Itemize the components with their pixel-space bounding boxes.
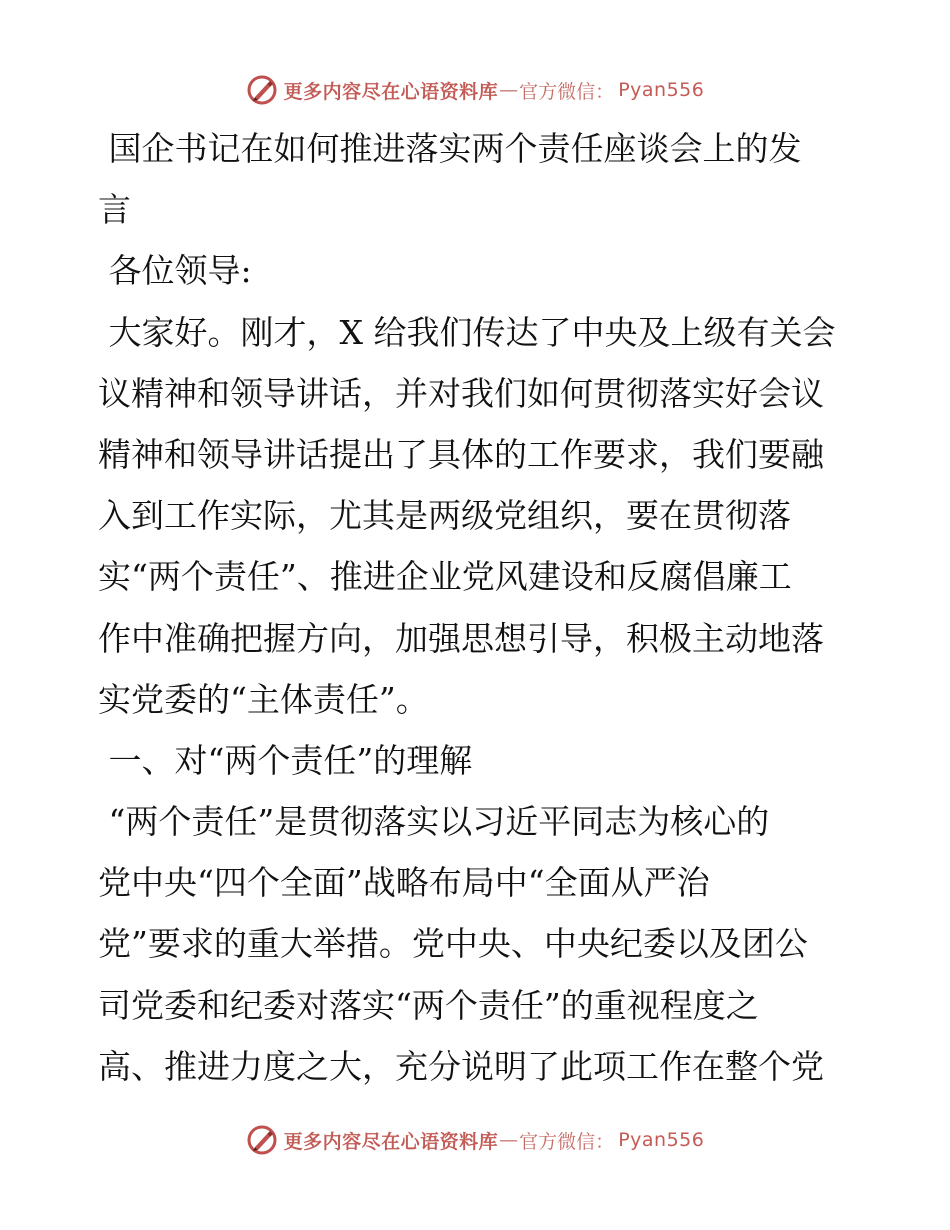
watermark-dash: — [499,79,519,101]
body-line: 大家好。刚才，X 给我们传达了中央及上级有关会 [98,312,836,352]
watermark-wechat-id: Pyan556 [618,79,705,101]
watermark-sub-text: 官方微信： [519,1130,615,1153]
body-line: 党中央“四个全面”战略布局中“全面从严治 [98,863,710,903]
watermark-banner-top [0,70,950,110]
body-line: 高、推进力度之大，充分说明了此项工作在整个党 [98,1046,824,1086]
section-heading: 一、对“两个责任”的理解 [98,740,473,780]
body-line: “两个责任”是贯彻落实以习近平同志为核心的 [98,802,770,842]
body-line: 入到工作实际，尤其是两级党组织，要在贯彻落 [98,496,791,536]
body-line: 司党委和纪委对落实“两个责任”的重视程度之 [98,985,759,1025]
body-line: 实“两个责任”、推进企业党风建设和反腐倡廉工 [98,557,792,597]
body-line: 党”要求的重大举措。党中央、中央纪委以及团公 [98,924,808,964]
document-body [98,118,858,1097]
watermark-dash: — [499,1129,519,1151]
body-line: 议精神和领导讲话，并对我们如何贯彻落实好会议 [98,373,824,413]
pen-logo-icon [246,1124,278,1156]
body-line: 作中准确把握方向，加强思想引导，积极主动地落 [98,618,824,658]
title-line: 国企书记在如何推进落实两个责任座谈会上的发 [98,129,802,168]
watermark-main-text: 更多内容尽在心语资料库 [283,1130,499,1153]
title-line: 言 [98,190,131,230]
watermark-banner-bottom [0,1120,950,1160]
pen-logo-icon [246,74,278,106]
watermark-main-text: 更多内容尽在心语资料库 [283,80,499,103]
watermark-sub-text: 官方微信： [519,80,615,103]
body-line: 精神和领导讲话提出了具体的工作要求，我们要融 [98,434,824,474]
salutation: 各位领导: [98,251,252,291]
watermark-wechat-id: Pyan556 [618,1129,705,1151]
body-line: 实党委的“主体责任”。 [98,679,429,719]
